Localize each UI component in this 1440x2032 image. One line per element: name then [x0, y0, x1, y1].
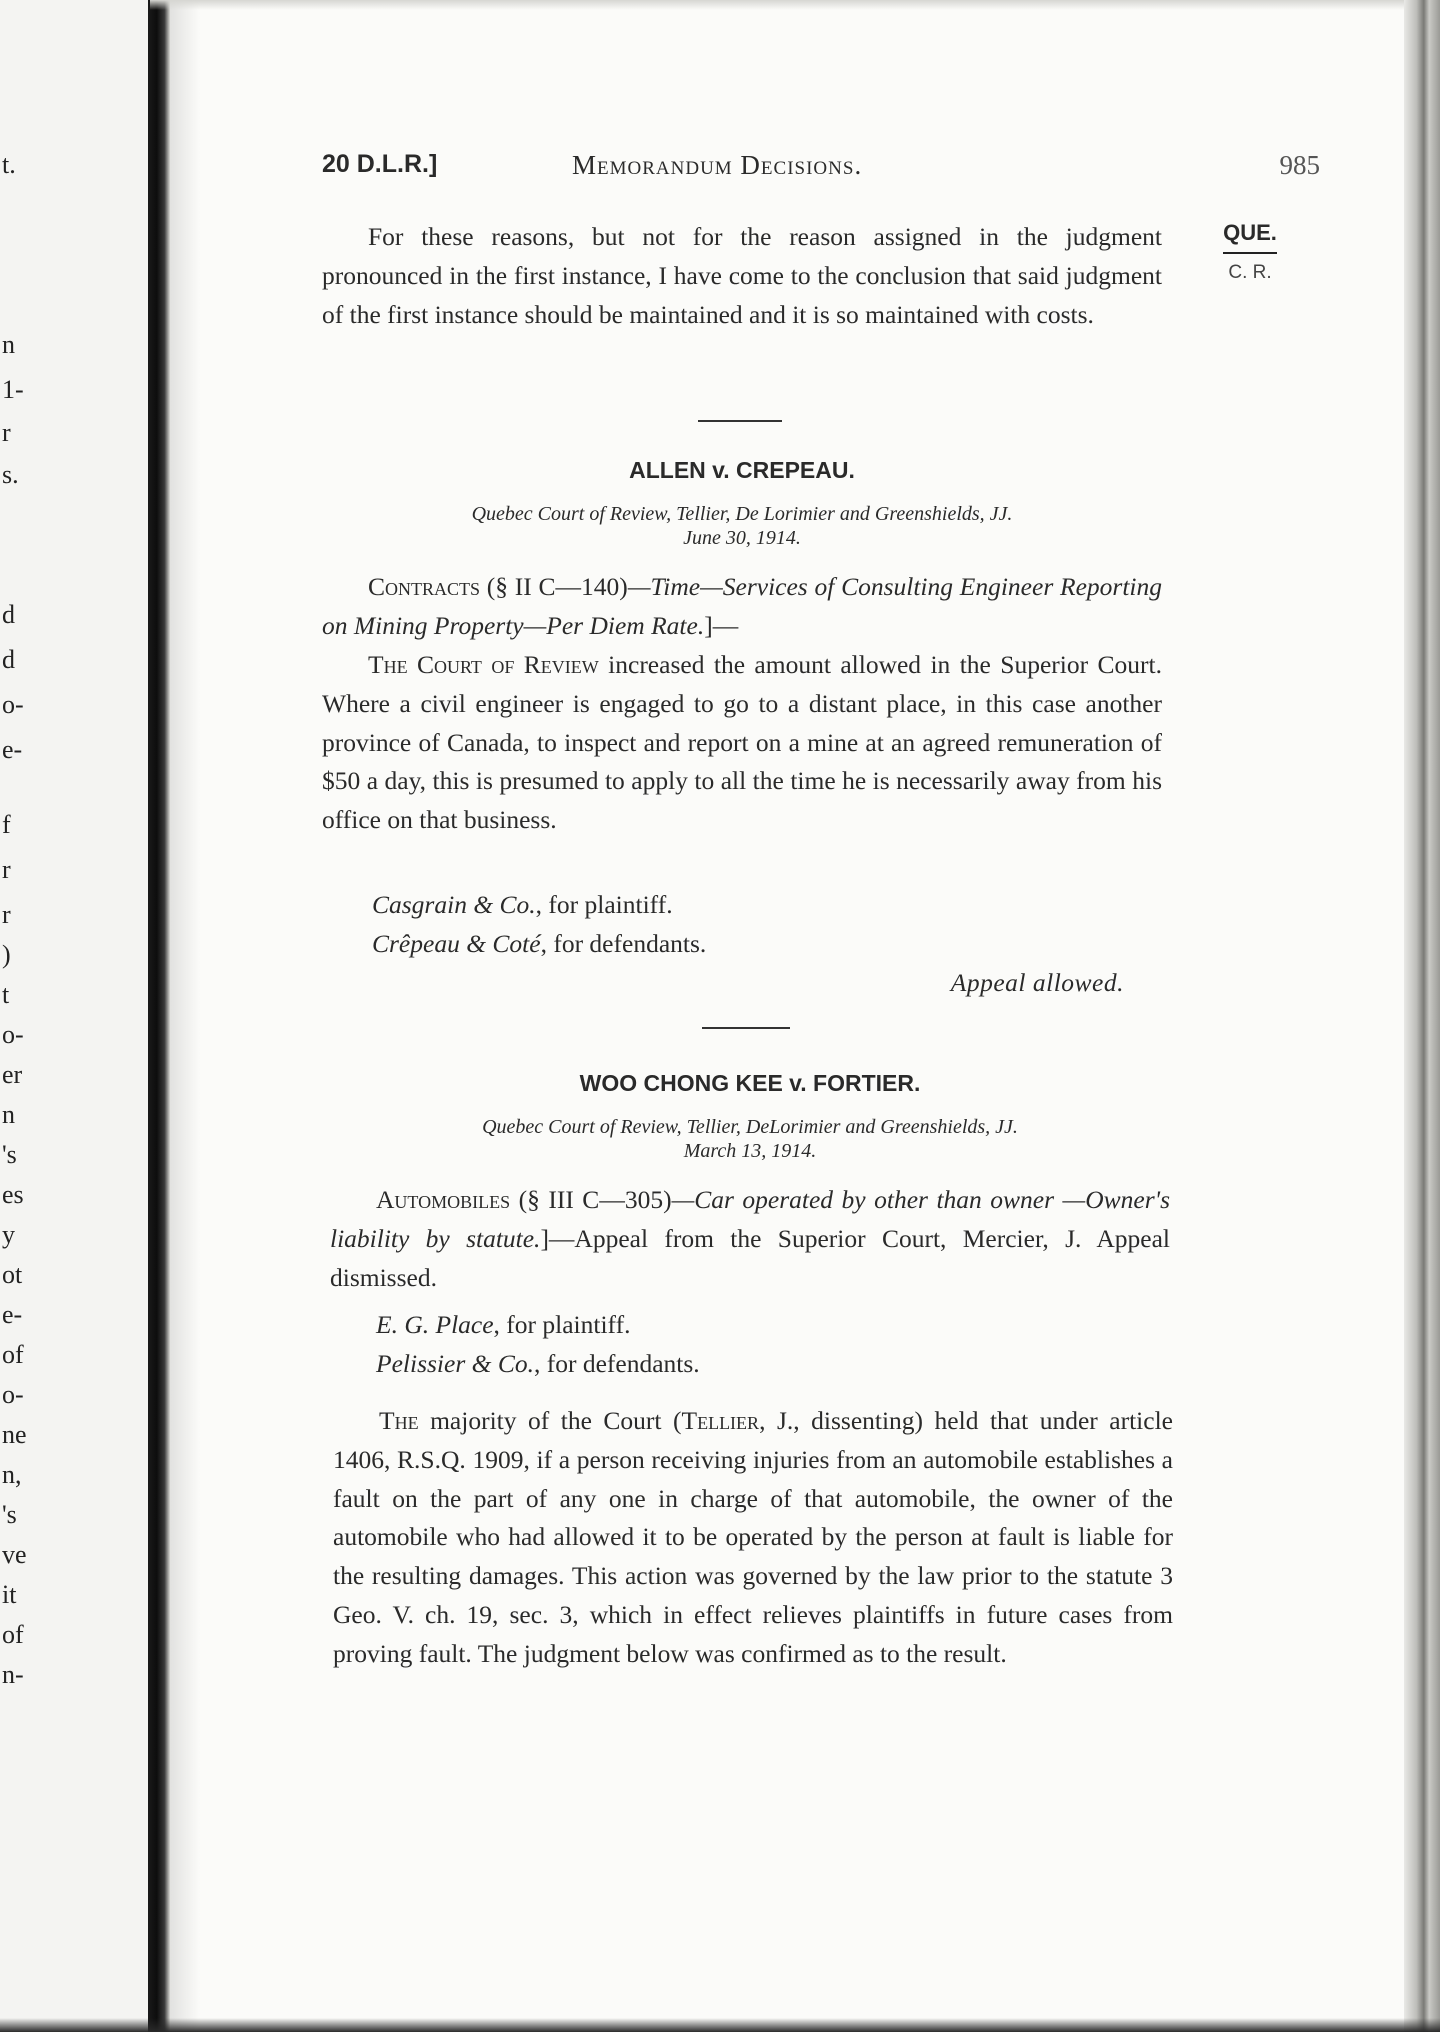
margin-province: QUE.: [1223, 220, 1277, 254]
summary-text: majority of the Court (: [418, 1406, 682, 1435]
section-divider: [702, 1027, 790, 1029]
counsel-role: , for plaintiff.: [535, 890, 673, 919]
headnote-close: ]—Appeal from the Superior Court, Mercier, J. Appeal dismissed.: [330, 1223, 1170, 1292]
court-line: Quebec Court of Review, Tellier, De Lorimier and Greenshields, JJ.: [471, 503, 1013, 525]
headnote: [330, 1181, 1170, 1297]
facing-page-text-fragment: ot: [2, 1260, 23, 1289]
facing-page-text-fragment: e-: [2, 735, 23, 764]
counsel-line: [376, 1310, 630, 1340]
facing-page-text-fragment: 1-: [2, 375, 24, 404]
headnote-close: ]—: [704, 610, 739, 640]
counsel-name: Casgrain & Co.: [372, 890, 536, 919]
headnote: [322, 568, 1162, 646]
book-gutter: [148, 0, 170, 2032]
headnote-topic: —Time—Services of Consulting Engineer Reporting on Mining Property—Per Diem Rate.: [322, 572, 1162, 640]
facing-page-text-fragment: ): [2, 940, 11, 969]
facing-page-text-fragment: f: [2, 810, 11, 839]
page-bottom-edge: [0, 2018, 1440, 2032]
headnote-subject: Contracts: [368, 572, 481, 601]
headnote-reference: (§ III C—305): [510, 1185, 672, 1214]
case-title: WOO CHONG KEE v. FORTIER.: [579, 1070, 921, 1096]
facing-page-text-fragment: n: [2, 1100, 15, 1129]
headnote-reference: (§ II C—140): [480, 572, 628, 601]
facing-page-text-fragment: of: [2, 1620, 24, 1649]
facing-page-text-fragment: 's: [2, 1500, 17, 1529]
facing-page-text-fragment: r: [2, 900, 11, 929]
court-date: June 30, 1914.: [683, 527, 801, 549]
facing-page-text-fragment: ve: [2, 1540, 27, 1569]
running-header: [322, 150, 1320, 190]
facing-page-text-fragment: r: [2, 855, 11, 884]
facing-page-text-fragment: n-: [2, 1660, 24, 1689]
counsel-name: E. G. Place: [376, 1310, 494, 1339]
opening-paragraph: For these reasons, but not for the reason assigned in the judgment pronounced in the first instance, I have come to the conclusion that said judgment of the first instance should be maintained and it is so maintained with costs.: [322, 222, 1162, 329]
margin-court: C. R.: [1228, 262, 1272, 283]
counsel-role: , for plaintiff.: [493, 1310, 631, 1339]
headnote-topic: —Car operated by other than owner —Owner's liability by statute.: [330, 1185, 1170, 1253]
counsel-line: [372, 929, 706, 959]
facing-page-text-fragment: n,: [2, 1460, 22, 1489]
facing-page-text-fragment: 's: [2, 1140, 17, 1169]
facing-page-text-fragment: d: [2, 645, 15, 674]
facing-page-text-fragment: t: [2, 980, 10, 1009]
facing-page-text-fragment: o-: [2, 1020, 24, 1049]
facing-page-text-fragment: n: [2, 330, 15, 359]
facing-page-text-fragment: it: [2, 1580, 17, 1609]
facing-page-text-fragment: t.: [2, 150, 16, 179]
facing-page-text-fragment: ne: [2, 1420, 27, 1449]
case-summary: [322, 646, 1162, 840]
disposition: Appeal allowed.: [950, 968, 1124, 997]
court-line: Quebec Court of Review, Tellier, DeLorimier and Greenshields, JJ.: [482, 1116, 1018, 1138]
dissenting-judge: Tellier: [681, 1406, 760, 1435]
facing-page-text-fragment: r: [2, 418, 11, 447]
court-date: March 13, 1914.: [683, 1140, 817, 1162]
case-title: ALLEN v. CREPEAU.: [629, 457, 855, 483]
facing-page-text-fragment: d: [2, 600, 15, 629]
counsel-role: , for defendants.: [540, 929, 707, 958]
summary-text: increased the amount allowed in the Superior Court. Where a civil engineer is engaged to go to a distant place, in this case another province of Canada, to inspect and report on a mine at an agreed remuneration of $50 a day, this is presumed to apply to all the time he is necessarily away from his office on that business.: [322, 650, 1162, 835]
page-top-edge: [150, 0, 1440, 10]
facing-page-text-fragment: y: [2, 1220, 15, 1249]
running-title: Memorandum Decisions.: [572, 150, 863, 180]
summary-text-continued: , J., dissenting) held that under article 1406, R.S.Q. 1909, if a person receiving injuries from an automobile establishes a fault on the part of any one in charge of that automobile, the owner of the automobile who had allowed it to be operated by the person at fault is liable for the resulting damages. This action was governed by the law prior to the statute 3 Geo. V. ch. 19, sec. 3, which in effect relieves plaintiffs in future cases from proving fault. The judgment below was confirmed as to the result.: [333, 1406, 1173, 1668]
facing-page-text-fragment: s.: [2, 460, 19, 489]
counsel-line: [376, 1349, 700, 1379]
summary-lead: The Court of Review: [368, 650, 599, 679]
case-summary: [333, 1402, 1173, 1674]
facing-page-text-fragment: er: [2, 1060, 23, 1089]
counsel-role: , for defendants.: [533, 1349, 700, 1378]
counsel-line: [372, 890, 673, 920]
page-edge-right: [1404, 0, 1440, 2032]
headnote-subject: Automobiles: [376, 1185, 511, 1214]
facing-page-text-fragment: o-: [2, 690, 24, 719]
margin-note: [1215, 220, 1285, 284]
summary-lead: The: [379, 1406, 419, 1435]
facing-page-fragment: [0, 0, 150, 2032]
facing-page-text-fragment: es: [2, 1180, 24, 1209]
facing-page-text-fragment: o-: [2, 1380, 24, 1409]
facing-page-text-fragment: e-: [2, 1300, 23, 1329]
counsel-name: Pelissier & Co.: [376, 1349, 534, 1378]
section-divider: [698, 420, 782, 422]
facing-page-text-fragment: of: [2, 1340, 24, 1369]
page-number: 985: [1279, 150, 1320, 180]
gutter-shadow: [170, 0, 200, 2032]
counsel-name: Crêpeau & Coté: [372, 929, 541, 958]
volume-reference: 20 D.L.R.]: [322, 150, 438, 178]
